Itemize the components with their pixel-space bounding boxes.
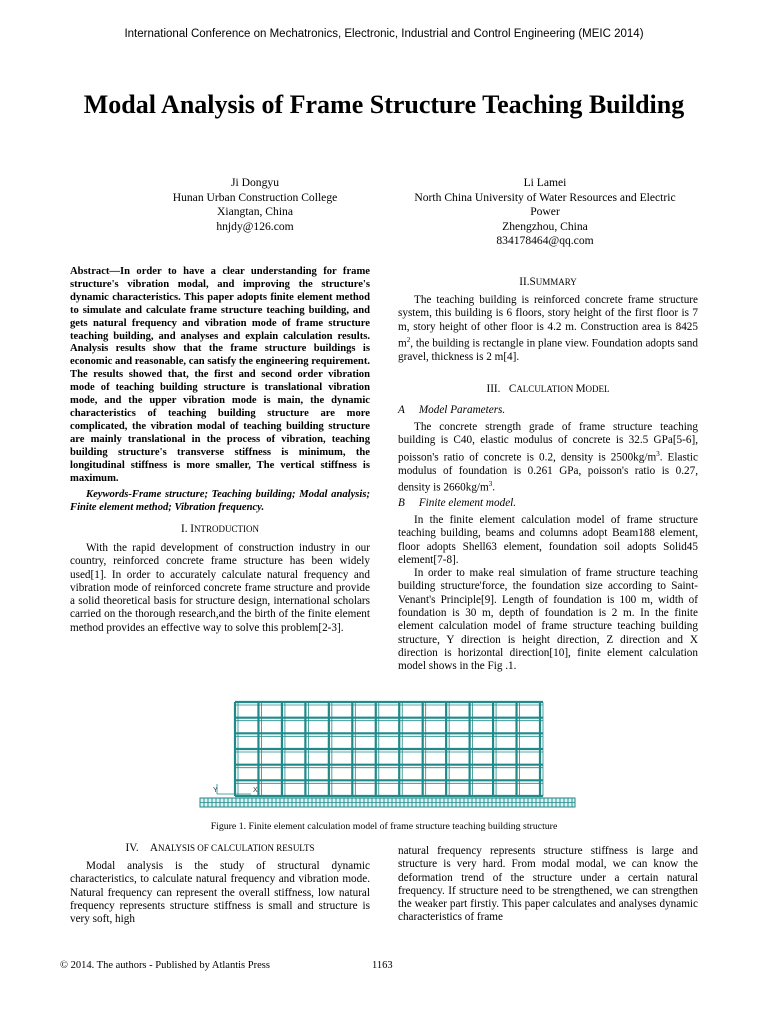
text: . — [492, 481, 496, 494]
abstract — [70, 266, 370, 485]
paragraph: natural frequency represents structure stiffness is large and structure is very hard. From modal modal, we can know the deformation trend of the structure under a certain natural frequency. If structure need to be strengthened, we can strengthen the weaker part firstiy. This paper calculates and analyses dynamic characteristics of frame — [398, 845, 698, 924]
author-affiliation: North China University of Water Resources and Electric — [414, 190, 676, 204]
summary-body — [398, 294, 698, 364]
paragraph: Modal analysis is the study of structural dynamic characteristics, to calculate natural frequency and vibration mode. Natural frequency can represent the overall stiffness, low natural frequency represents structure stiffness is small and structure is very soft, high — [70, 860, 370, 926]
section-number: II. — [519, 276, 530, 288]
section-title-rest: NALYSIS OF CALCULATION RESULTS — [157, 843, 315, 853]
section-initial: C — [508, 383, 517, 395]
paragraph: In the finite element calculation model of frame structure teaching building, beams and columns adopt Beam188 element, floor adopts Shell63 element, foundation soil adopts Solid45 element[7-8]. — [398, 514, 698, 566]
figure-caption: Figure 1. Finite element calculation model of frame structure teaching building structure — [210, 821, 558, 832]
abstract-label: Abstract— — [70, 266, 121, 277]
author-email: 834178464@qq.com — [496, 234, 594, 247]
superscript: 3 — [488, 479, 493, 488]
subsection-title: Model Parameters. — [418, 404, 506, 416]
section-heading-summary — [398, 276, 698, 288]
section-heading-analysis — [70, 842, 370, 854]
analysis-body-left — [70, 860, 370, 926]
subsection-heading-finite-element-model — [398, 497, 516, 509]
section-number: III. — [486, 383, 501, 395]
author-name: Ji Dongyu — [231, 176, 279, 189]
conference-header: International Conference on Mechatronics, Electronic, Industrial and Control Engineering (MEIC 2014) — [124, 28, 644, 40]
author-block-1 — [130, 176, 380, 234]
author-name: Li Lamei — [523, 176, 567, 189]
author-affiliation: Zhengzhou, China — [502, 219, 588, 233]
author-block-2 — [395, 176, 695, 249]
axis-x-label: X — [253, 787, 258, 794]
model-parameters-body — [398, 421, 698, 495]
author-affiliation: Hunan Urban Construction College — [172, 190, 338, 204]
subsection-label: A — [398, 404, 405, 416]
axis-y-label: Y — [213, 787, 218, 794]
subsection-label: B — [398, 497, 405, 509]
section-initial: M — [575, 383, 586, 395]
text: The teaching building is reinforced concrete frame structure system, this building is 6 floors, story height of the first floor is 7 m, story height of other floor is 4.2 m. Construction area is 8425 m — [398, 294, 698, 350]
section-heading-calculation-model — [398, 383, 698, 395]
subsection-title: Finite element model. — [418, 497, 517, 509]
superscript: 3 — [656, 449, 660, 458]
subsection-heading-model-parameters — [398, 404, 505, 416]
introduction-body — [70, 542, 370, 635]
analysis-body-right — [398, 845, 698, 925]
section-title-rest: UMMARY — [535, 277, 577, 287]
text: . Elastic modulus of foundation is 0.261 GPa, poisson's ratio is 0.27, density is 2660kg/m — [398, 451, 698, 494]
text: The concrete strength grade of frame structure teaching building is C40, elastic modulus of concrete is 32.5 GPa[5-6], poisson's ratio of concrete is 0.2, density is 2500kg/m — [398, 421, 698, 464]
paragraph: With the rapid development of construction industry in our country, reinforced concrete frame structure has been widely used[1]. In order to accurately calculate natural frequency and vibration mode of reinforced concrete frame structure and provide a solid theoretical basis for structure design, international scholars carried on the thorough research,and the birth of the finite element method provides an effective way to solve this problem[2-3]. — [70, 542, 370, 634]
paragraph: In order to make real simulation of frame structure teaching building structure'force, the foundation size according to Saint-Venant's Principle[9]. Length of foundation is 100 m, width of foundation is 30 m, depth of foundation is 2 m. In the finite element calculation model of frame structure teaching building structure, Y direction is height direction, Z direction and X direction is horizontal direction[10], finite element calculation model shows in the Fig .1. — [398, 567, 698, 673]
section-number: I. — [180, 523, 188, 535]
keywords: Keywords-Frame structure; Teaching building; Modal analysis; Finite element method; Vibration frequency. — [70, 489, 370, 513]
author-affiliation: Power — [530, 205, 560, 218]
section-initial: A — [149, 842, 158, 854]
finite-element-model-body — [398, 514, 698, 674]
author-email: hnjdy@126.com — [216, 219, 294, 233]
section-number: IV. — [125, 842, 139, 854]
superscript: 2 — [406, 335, 411, 344]
author-affiliation: Xiangtan, China — [217, 205, 293, 218]
finite-element-model-figure — [195, 698, 580, 810]
section-heading-introduction — [70, 523, 370, 535]
section-title-rest: NTRODUCTION — [194, 524, 260, 534]
page-number: 1163 — [372, 960, 393, 971]
section-title-rest: ALCULATION — [516, 384, 576, 394]
copyright-footer: © 2014. The authors - Published by Atlantis Press — [60, 960, 270, 971]
abstract-text: In order to have a clear understanding for frame structure's vibration modal, and improving the structure's dynamic characteristics. This paper adopts finite element method to simulate and calculate frame structure teaching building, and gets natural frequency and vibration mode of frame structure teaching building, and analyses and explain calculation results. Analysis results show that the frame structure buildings is economic and reasonable, can satisfy the engineering requirement. The results showed that, the first and second order vibration mode of teaching building structure is translational vibration mode, and the upper vibration mode is main, the dynamic characteristics of teaching building structure are more complicated, the vibration modal of teaching building structure are mainly translational in the process of vibration, teaching building structure's transverse stiffness is minimum, the longitudinal stiffness is more smaller, The vertical stiffness is maximum. — [70, 266, 370, 484]
paragraph — [398, 421, 698, 495]
frame-structure-mesh — [235, 702, 543, 799]
paragraph — [398, 294, 698, 364]
text: , the building is rectangle in plane view. Foundation adopts sand gravel, thickness is 2 m[4]. — [398, 337, 698, 363]
paper-title: Modal Analysis of Frame Structure Teaching Building — [83, 90, 685, 119]
section-initial: I — [190, 523, 195, 535]
section-initial: S — [529, 276, 536, 288]
section-title-rest: ODEL — [585, 384, 610, 394]
